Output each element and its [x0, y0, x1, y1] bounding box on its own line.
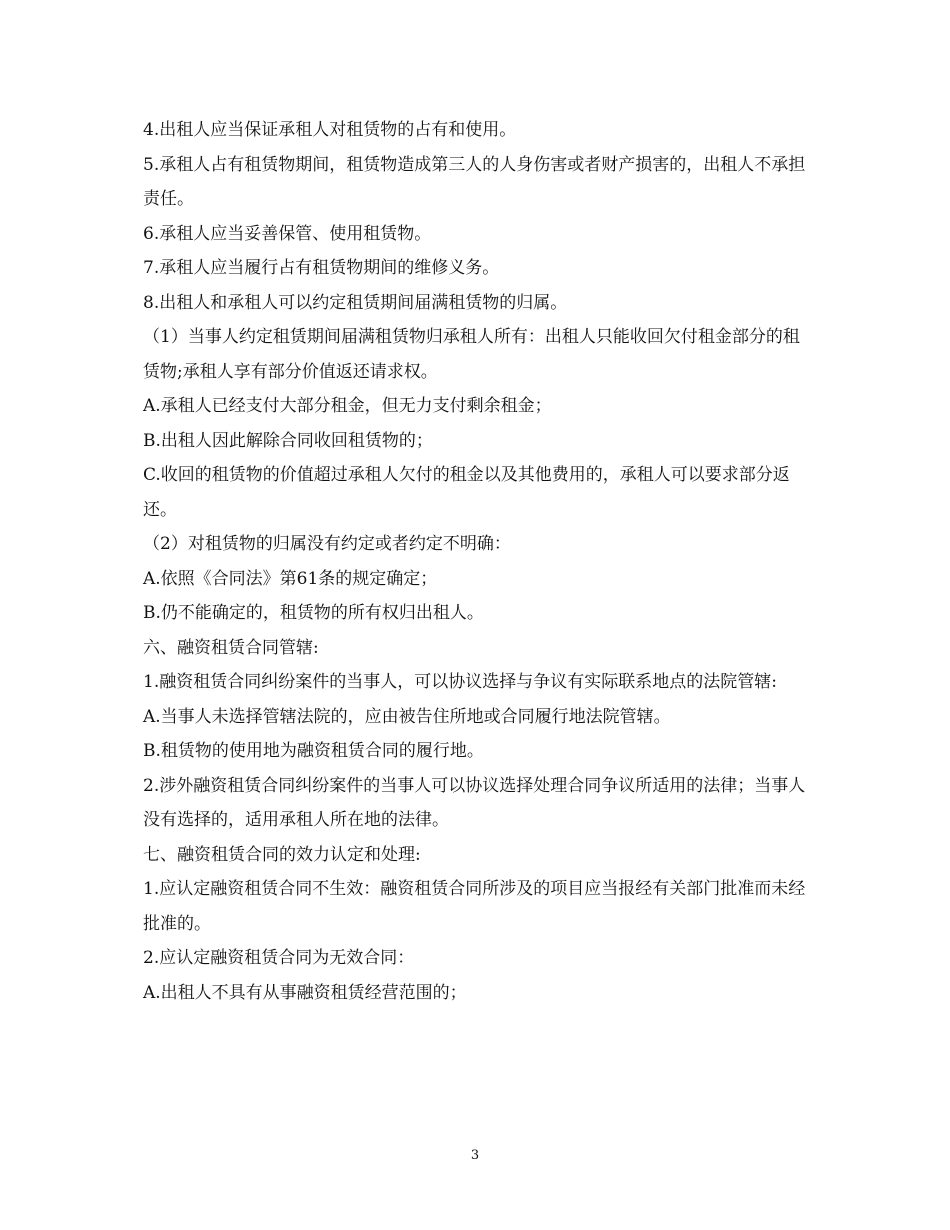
- section-7-item-2-a: A.出租人不具有从事融资租赁经营范围的；: [143, 982, 467, 1003]
- paragraph-8-sub-2-b: B.仍不能确定的，租赁物的所有权归出租人。: [143, 603, 484, 623]
- paragraph-8-sub-2-a: A.依照《合同法》第61条的规定确定；: [143, 568, 438, 589]
- paragraph-4: 4.出租人应当保证承租人对租赁物的占有和使用。: [143, 120, 517, 140]
- section-heading-7: 七、融资租赁合同的效力认定和处理:: [143, 844, 421, 865]
- paragraph-8-sub-1-a: A.承租人已经支付大部分租金，但无力支付剩余租金；: [143, 396, 552, 416]
- paragraph-5: 5.承租人占有租赁物期间，租赁物造成第三人的人身伤害或者财产损害的，出租人不承担责任。: [143, 154, 806, 209]
- section-heading-6: 六、融资租赁合同管辖:: [143, 637, 319, 658]
- section-6-item-1-a: A.当事人未选择管辖法院的，应由被告住所地或合同履行地法院管辖。: [143, 706, 671, 727]
- section-7-item-1: 1.应认定融资租赁合同不生效：融资租赁合同所涉及的项目应当报经有关部门批准而未经批准的。: [143, 879, 806, 934]
- paragraph-8-sub-1-c: C.收回的租赁物的价值超过承租人欠付的租金以及其他费用的，承租人可以要求部分返还。: [143, 465, 790, 520]
- page-number: 3: [470, 1148, 480, 1163]
- section-6-item-1-b: B.租赁物的使用地为融资租赁合同的履行地。: [143, 741, 484, 761]
- section-6-item-2: 2.涉外融资租赁合同纠纷案件的当事人可以协议选择处理合同争议所适用的法律；当事人没有选择的，适用承租人所在地的法律。: [143, 775, 806, 830]
- paragraph-7: 7.承租人应当履行占有租赁物期间的维修义务。: [143, 258, 500, 278]
- section-6-item-1: 1.融资租赁合同纠纷案件的当事人，可以协议选择与争议有实际联系地点的法院管辖:: [143, 672, 777, 692]
- paragraph-8-sub-1: （1）当事人约定租赁期间届满租赁物归承租人所有：出租人只能收回欠付租金部分的租赁物;承租人享有部分价值返还请求权。: [143, 327, 800, 382]
- paragraph-6: 6.承租人应当妥善保管、使用租赁物。: [143, 223, 432, 244]
- paragraph-8: 8.出租人和承租人可以约定租赁期间届满租赁物的归属。: [143, 292, 568, 313]
- paragraph-8-sub-1-b: B.出租人因此解除合同收回租赁物的；: [143, 430, 433, 451]
- document-body: [143, 113, 813, 1010]
- paragraph-8-sub-2: （2）对租赁物的归属没有约定或者约定不明确：: [143, 534, 511, 554]
- section-7-item-2: 2.应认定融资租赁合同为无效合同：: [143, 948, 415, 968]
